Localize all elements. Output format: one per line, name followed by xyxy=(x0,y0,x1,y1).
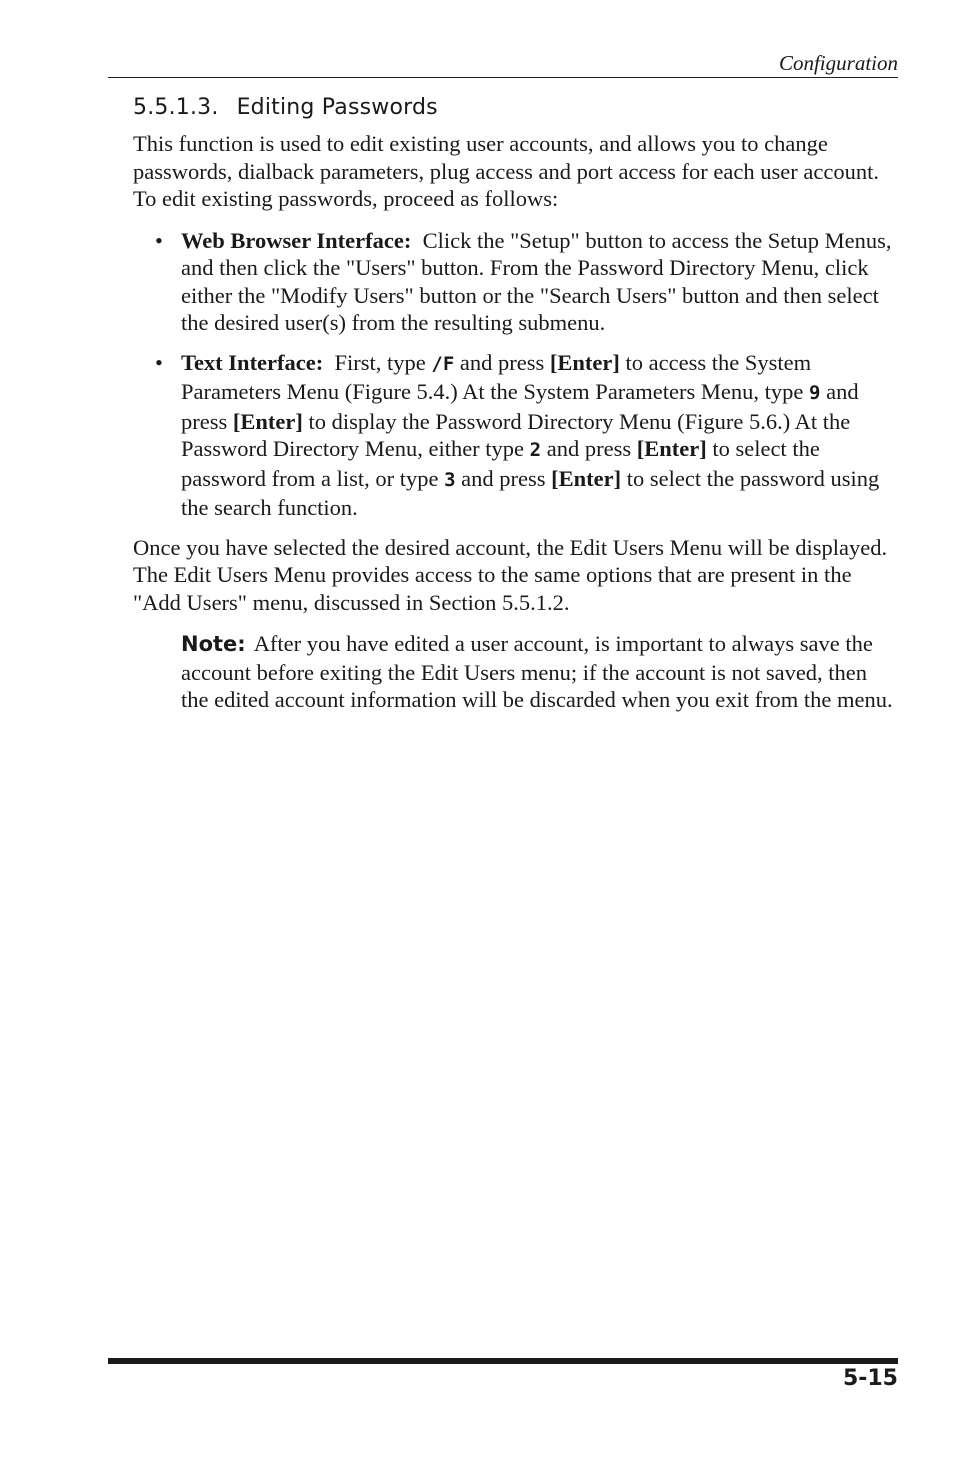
bullet-icon: • xyxy=(155,349,163,375)
bullet-text: Click the "Setup" button to access the Setup Menus, and then click the "Users" button. From the Password Directory Menu, click either the "Modify Users" button or the "Search Users" button and then select the desired user(s) from the resulting submenu. xyxy=(181,227,892,335)
bullet-text: and press xyxy=(459,349,545,375)
section-heading xyxy=(133,95,438,120)
body-content xyxy=(133,130,893,714)
bullet-label: Web Browser Interface: xyxy=(181,227,412,253)
page-number: 5-15 xyxy=(842,1366,898,1391)
edit-users-paragraph: Once you have selected the desired account, the Edit Users Menu will be displayed. The Edit Users Menu provides access to the same options that are present in the "Add Users" menu, discussed in Section 5.5.1.2. xyxy=(133,534,888,615)
bullet-text: to select the password using the search function. xyxy=(181,465,880,520)
note-block xyxy=(181,630,893,714)
instruction-list xyxy=(133,227,893,522)
enter-key: [Enter] xyxy=(636,436,707,461)
enter-key: [Enter] xyxy=(551,465,622,491)
footer-rule xyxy=(108,1358,898,1364)
bullet-icon: • xyxy=(155,227,163,253)
enter-key: [Enter] xyxy=(549,349,620,375)
running-head: Configuration xyxy=(778,51,898,75)
note-text: After you have edited a user account, is important to always save the account before exiting the Edit Users menu; if the account is not saved, then the edited account information will be discarded when you exit from the menu. xyxy=(181,631,893,712)
bullet-text: and press xyxy=(546,436,632,461)
bullet-text: to display the Password Directory Menu (Figure 5.6.) At the Password Directory Menu, either type xyxy=(181,408,851,461)
bullet-text: to select the password from a list, or type xyxy=(181,436,820,491)
bullet-text: to access the System Parameters Menu (Figure 5.4.) At the System Parameters Menu, type xyxy=(181,349,812,404)
section-title: Editing Passwords xyxy=(236,95,438,120)
command-key: /F xyxy=(431,352,455,375)
bullet-label: Text Interface: xyxy=(181,349,324,375)
command-key: 9 xyxy=(809,382,821,404)
bullet-text: and press xyxy=(461,465,546,491)
command-key: 2 xyxy=(529,439,542,461)
bullet-text: and press xyxy=(181,379,859,434)
intro-paragraph: This function is used to edit existing user accounts, and allows you to change passwords, dialback parameters, plug access and port access for each user account. To edit existing passwords, proceed as follows: xyxy=(133,131,879,211)
list-item-web-browser xyxy=(155,227,893,337)
list-item-text-interface xyxy=(155,349,893,522)
command-key: 3 xyxy=(444,468,456,491)
note-label: Note: xyxy=(181,632,246,656)
enter-key: [Enter] xyxy=(232,408,303,434)
page-header xyxy=(108,50,898,78)
section-number: 5.5.1.3. xyxy=(133,95,219,120)
bullet-text: First, type xyxy=(334,349,426,375)
